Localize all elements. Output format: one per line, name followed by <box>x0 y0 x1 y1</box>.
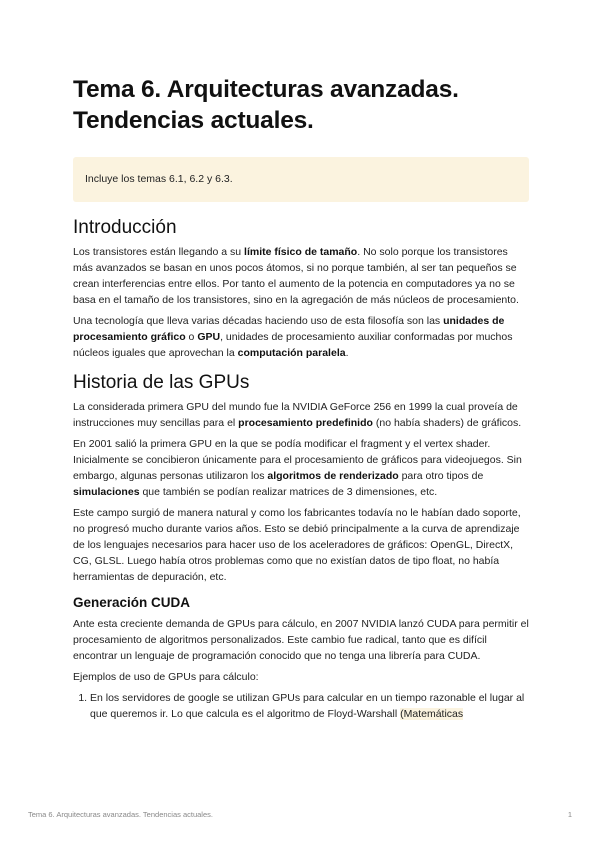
list-item: 1. En los servidores de google se utilizan GPUs para calcular en un tiempo razonable el lugar al que queremos ir. Lo que calcula es el algoritmo de Floyd-Warshall (Matemáticas <box>90 690 529 722</box>
page-title <box>73 74 529 136</box>
callout-box <box>73 157 529 202</box>
subsection-heading-cuda: Generación CUDA <box>73 595 191 610</box>
section-heading-historia: Historia de las GPUs <box>73 372 250 393</box>
intro-paragraph-2: Una tecnología que lleva varias décadas haciendo uso de esta filosofía son las unidades de procesamiento gráfico o GPU, unidades de procesamiento auxiliar conformadas por muchos núcleos iguales que aprovechan la computación paralela. <box>73 315 513 359</box>
highlighted-text: (Matemáticas <box>400 708 464 720</box>
cuda-paragraph-2: Ejemplos de uso de GPUs para cálculo: <box>73 671 259 683</box>
examples-list <box>73 690 529 722</box>
page-title-line-1: Tema 6. Arquitecturas avanzadas. <box>73 76 459 103</box>
footer-title: Tema 6. Arquitecturas avanzadas. Tendencias actuales. <box>28 810 213 819</box>
history-paragraph-2: En 2001 salió la primera GPU en la que se podía modificar el fragment y el vertex shader. Inicialmente se concibieron únicamente para el procesamiento de gráficos para videojuegos. Sin embargo, algunas personas utilizaron los algoritmos de renderizado para otro tipos de simulaciones que también se podían realizar matrices de 3 dimensiones, etc. <box>73 438 522 498</box>
history-paragraph-3: Este campo surgió de manera natural y como los fabricantes todavía no le habían dado soporte, no progresó mucho durante varios años. Esto se debió principalmente a la curva de aprendizaje de los lenguajes necesarios para hacer uso de los aceleradores de gráficos: OpenGL, DirectX, CG, GLSL. Luego había otros problemas como que no existían datos de tipo float, no había herramientas de depuración, etc. <box>73 507 521 583</box>
page-title-line-2: Tendencias actuales. <box>73 107 314 134</box>
callout-text: Incluye los temas 6.1, 6.2 y 6.3. <box>85 173 233 185</box>
page-footer <box>28 810 572 819</box>
document-page <box>73 74 529 722</box>
cuda-paragraph-1: Ante esta creciente demanda de GPUs para cálculo, en 2007 NVIDIA lanzó CUDA para permitir el procesamiento de algoritmos personalizados. Este cambio fue radical, tanto que es difícil encontrar un lenguaje de programación conocido que no tenga una librería para CUDA. <box>73 618 529 662</box>
section-heading-introduccion: Introducción <box>73 217 177 238</box>
history-paragraph-1: La considerada primera GPU del mundo fue la NVIDIA GeForce 256 en 1999 la cual proveía de instrucciones muy sencillas para el procesamiento predefinido (no había shaders) de gráficos. <box>73 401 522 429</box>
intro-paragraph-1: Los transistores están llegando a su límite físico de tamaño. No solo porque los transistores más avanzados se basan en unos pocos átomos, si no porque también, al ser tan pequeños se crean interferencias entre ellos. Por tanto el aumento de la potencia en computadores ya no se basa en el tamaño de los transistores, sino en la agregación de más núcleos de procesamiento. <box>73 246 519 306</box>
page-number: 1 <box>567 810 572 819</box>
